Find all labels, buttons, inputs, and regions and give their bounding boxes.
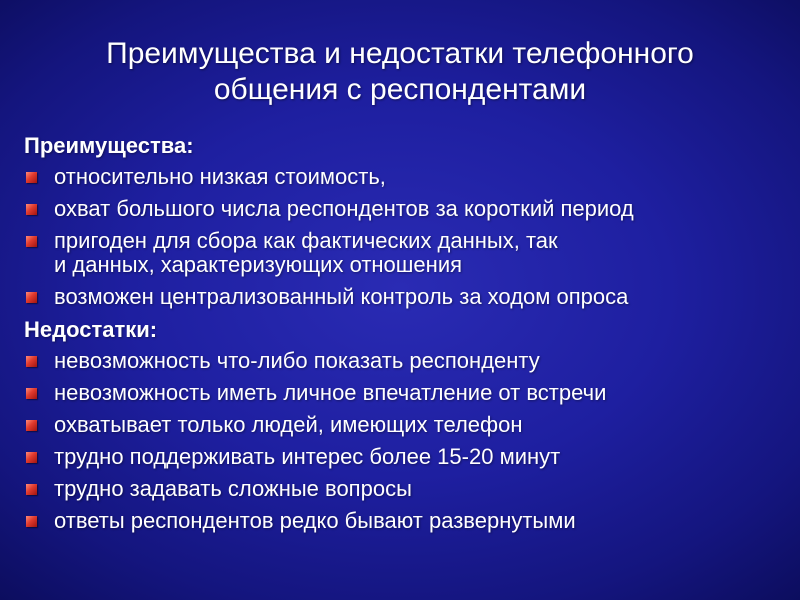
list-item	[24, 477, 784, 501]
slide-title-line-1: Преимущества и недостатки телефонного	[106, 37, 694, 70]
square-bullet-icon	[26, 388, 37, 399]
square-bullet-icon	[26, 204, 37, 215]
advantages-list	[24, 165, 784, 309]
square-bullet-icon	[26, 420, 37, 431]
list-item-text-line: и данных, характеризующих отношения	[54, 252, 463, 277]
list-item-text: трудно задавать сложные вопросы	[54, 476, 412, 501]
square-bullet-icon	[26, 172, 37, 183]
list-item	[24, 229, 784, 277]
slide-title	[20, 36, 780, 108]
square-bullet-icon	[26, 236, 37, 247]
list-item	[24, 413, 784, 437]
disadvantages-heading: Недостатки:	[24, 317, 158, 342]
square-bullet-icon	[26, 452, 37, 463]
list-item-text	[54, 229, 784, 277]
list-item-text: невозможность что-либо показать респонденту	[54, 348, 540, 373]
list-item-text: относительно низкая стоимость,	[54, 164, 386, 189]
square-bullet-icon	[26, 356, 37, 367]
list-item	[24, 381, 784, 405]
list-item	[24, 349, 784, 373]
square-bullet-icon	[26, 292, 37, 303]
list-item	[24, 165, 784, 189]
list-item-text: трудно поддерживать интерес более 15-20 минут	[54, 444, 561, 469]
list-item-text: охватывает только людей, имеющих телефон	[54, 412, 523, 437]
list-item	[24, 445, 784, 469]
square-bullet-icon	[26, 484, 37, 495]
list-item	[24, 197, 784, 221]
square-bullet-icon	[26, 516, 37, 527]
slide-body	[24, 133, 784, 541]
list-item-text-line: пригоден для сбора как фактических данных, так	[54, 228, 558, 253]
list-item-text: невозможность иметь личное впечатление от встречи	[54, 380, 607, 405]
list-item	[24, 285, 784, 309]
list-item-text: возможен централизованный контроль за ходом опроса	[54, 284, 629, 309]
disadvantages-list	[24, 349, 784, 533]
list-item	[24, 509, 784, 533]
list-item-text: ответы респондентов редко бывают развернутыми	[54, 508, 576, 533]
slide-title-line-2: общения с респондентами	[213, 73, 587, 106]
advantages-heading: Преимущества:	[24, 133, 194, 158]
list-item-text: охват большого числа респондентов за короткий период	[54, 196, 634, 221]
